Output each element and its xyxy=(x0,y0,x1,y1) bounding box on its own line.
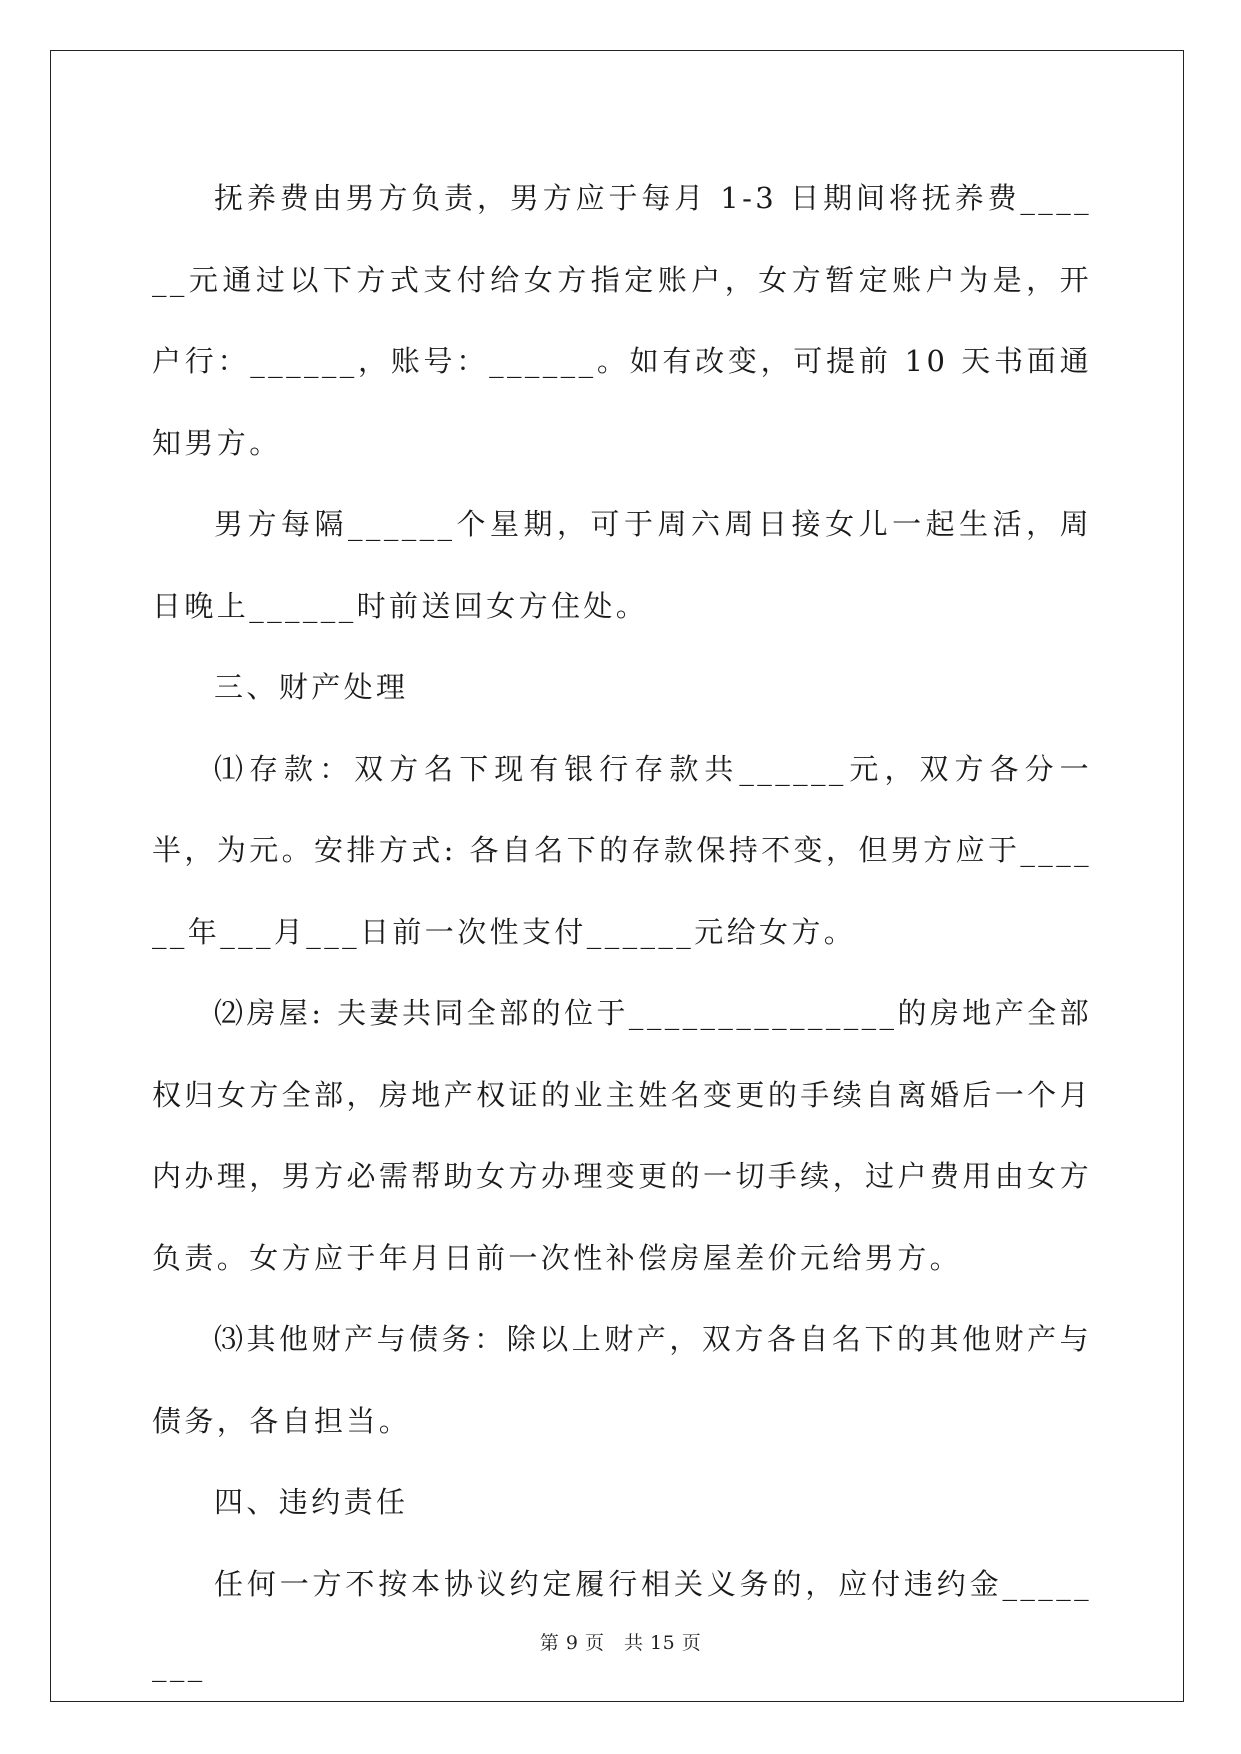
section-heading-breach: 四、违约责任 xyxy=(214,1485,409,1519)
paragraph-visitation: 男方每隔______个星期，可于周六周日接女儿一起生活，周日晚上______时前送回女方住处。 xyxy=(152,507,1092,623)
paragraph-other-property-debts: ⑶其他财产与债务：除以上财产，双方各自名下的其他财产与债务，各自担当。 xyxy=(152,1322,1092,1438)
section-heading-property: 三、财产处理 xyxy=(214,670,409,704)
paragraph-deposits: ⑴存款：双方名下现有银行存款共______元，双方各分一半，为元。安排方式: 各自名下的存款保持不变，但男方应于______年___月___日前一次性支付______元给女方。 xyxy=(152,751,1092,949)
paragraph-house: ⑵房屋: 夫妻共同全部的位于_______________的房地产全部权归女方全部，房地产权证的业主姓名变更的手续自离婚后一个月内办理，男方必需帮助女方办理变更的一切手续，过户费用由女方负责。女方应于年月日前一次性补偿房屋差价元给男方。 xyxy=(152,996,1092,1275)
paragraph-breach-penalty: 任何一方不按本协议约定履行相关义务的，应付违约金________ xyxy=(152,1566,1092,1682)
paragraph-alimony-payment: 抚养费由男方负责，男方应于每月 1-3 日期间将抚养费______元通过以下方式支付给女方指定账户，女方暂定账户为是，开户行：______，账号：______。如有改变，可提前 10 天书面通知男方。 xyxy=(152,181,1092,460)
document-body xyxy=(152,158,1092,1707)
page-number-footer: 第 9 页 共 15 页 xyxy=(539,1632,702,1654)
